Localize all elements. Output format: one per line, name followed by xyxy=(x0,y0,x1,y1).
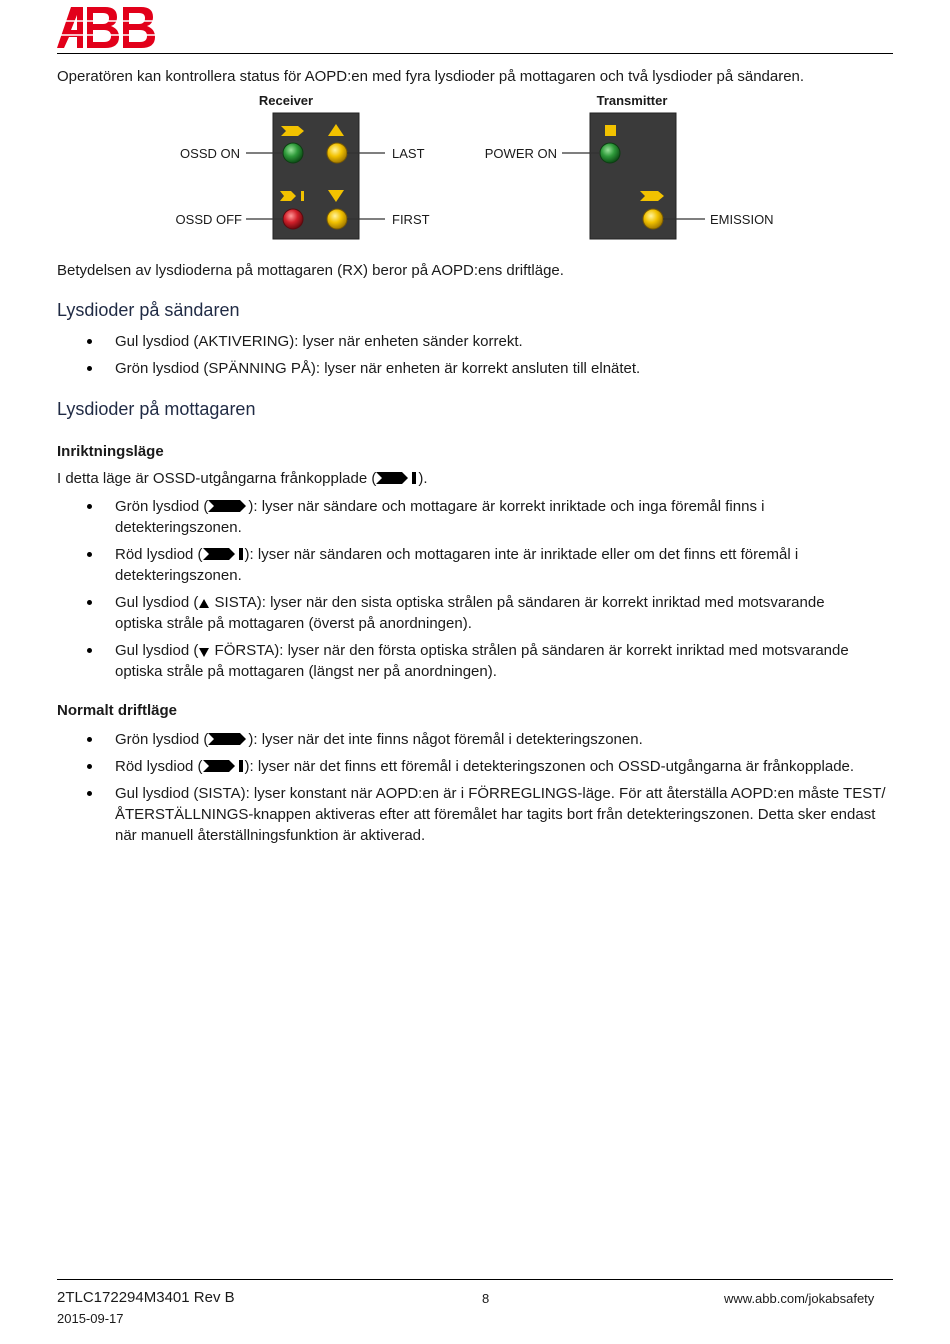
transmitter-title: Transmitter xyxy=(596,93,668,108)
last-label: LAST xyxy=(392,146,425,161)
list-item: Röd lysdiod ( ): lyser när sändaren och mottagaren inte är inriktade eller om det finns ett föremål i detekteringszonen. xyxy=(57,544,857,586)
list-item: Gul lysdiod ( FÖRSTA): lyser när den första optiska strålen på sändaren är korrekt inriktad med motsvarande optiska stråle på mottagaren (längst ner på anordningen). xyxy=(57,640,857,682)
footer-url[interactable]: www.abb.com/jokabsafety xyxy=(724,1291,875,1306)
receiver-title: Receiver xyxy=(258,93,314,108)
receiver-leds-heading: Lysdioder på mottagaren xyxy=(57,399,256,419)
intro-text: Operatören kan kontrollera status för AOPD:en med fyra lysdioder på mottagaren och två lysdioder på sändaren. xyxy=(57,68,805,85)
power-on-led xyxy=(600,143,620,163)
receiver-bar-icon xyxy=(301,191,304,201)
meaning-text: Betydelsen av lysdioderna på mottagaren (RX) beror på AOPD:ens driftläge. xyxy=(57,262,564,279)
emission-led xyxy=(643,209,663,229)
ossd-off-label: OSSD OFF xyxy=(175,212,242,227)
normal-mode-heading: Normalt driftläge xyxy=(57,702,178,719)
ossd-off-symbol-icon xyxy=(203,758,245,774)
page-number: 8 xyxy=(482,1291,490,1306)
ossd-on-symbol-icon xyxy=(208,731,248,747)
ossd-off-symbol-icon xyxy=(203,546,245,562)
first-led xyxy=(327,209,347,229)
doc-id: 2TLC172294M3401 Rev B xyxy=(57,1289,235,1306)
normal-led-list xyxy=(57,729,897,852)
first-label: FIRST xyxy=(392,212,430,227)
ossd-on-symbol-icon xyxy=(208,498,248,514)
emission-label: EMISSION xyxy=(710,212,774,227)
list-item: Grön lysdiod (SPÄNNING PÅ): lyser när enheten är korrekt ansluten till elnätet. xyxy=(57,358,897,379)
transmitter-leds-heading: Lysdioder på sändaren xyxy=(57,300,240,320)
list-item: Grön lysdiod ( ): lyser när sändare och mottagare är korrekt inriktade och inga föremål finns i detekteringszonen. xyxy=(57,496,857,538)
ossd-off-symbol-icon xyxy=(376,470,418,486)
list-item: Grön lysdiod ( ): lyser när det inte finns något föremål i detekteringszonen. xyxy=(57,729,897,750)
abb-logo xyxy=(57,7,157,48)
alignment-led-list xyxy=(57,496,857,688)
header-rule xyxy=(57,53,893,54)
footer-rule xyxy=(57,1279,893,1280)
power-on-label: POWER ON xyxy=(484,146,557,161)
ossd-on-label: OSSD ON xyxy=(180,146,240,161)
doc-date: 2015-09-17 xyxy=(57,1311,124,1326)
ossd-off-led xyxy=(283,209,303,229)
last-led xyxy=(327,143,347,163)
transmitter-led-list xyxy=(57,331,897,385)
alignment-mode-heading: Inriktningsläge xyxy=(57,443,164,460)
down-triangle-icon xyxy=(198,646,210,658)
list-item: Gul lysdiod (SISTA): lyser konstant när AOPD:en är i FÖRREGLINGS-läge. För att återställa AOPD:en måste TEST/ÅTERSTÄLLNINGS-knappen aktiveras efter att föremålet har tagits bort från detekteringszonen. Detta sker endast när manuell återställningsfunktion är aktiverad. xyxy=(57,783,897,846)
alignment-intro: I detta läge är OSSD-utgångarna frånkopplade ( ). xyxy=(57,470,428,487)
list-item: Röd lysdiod ( ): lyser när det finns ett föremål i detekteringszonen och OSSD-utgångarna är frånkopplade. xyxy=(57,756,897,777)
up-triangle-icon xyxy=(198,598,210,610)
list-item: Gul lysdiod ( SISTA): lyser när den sista optiska strålen på sändaren är korrekt inriktad med motsvarande optiska stråle på mottagaren (överst på anordningen). xyxy=(57,592,857,634)
list-item: Gul lysdiod (AKTIVERING): lyser när enheten sänder korrekt. xyxy=(57,331,897,352)
power-on-square-icon xyxy=(605,125,616,136)
ossd-on-led xyxy=(283,143,303,163)
led-figure xyxy=(160,90,800,245)
